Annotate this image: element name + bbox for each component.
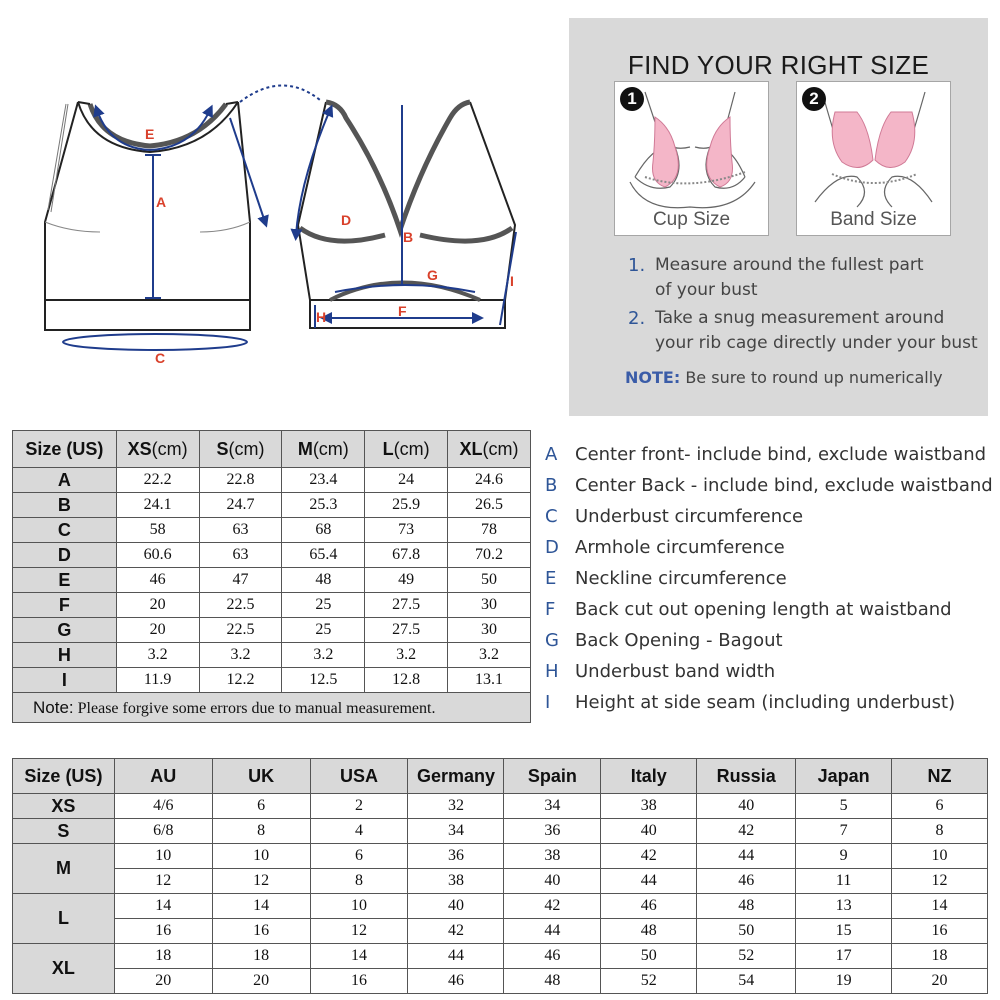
- instruction-1-line1: Measure around the fullest part: [655, 255, 924, 275]
- legend-text: Underbust circumference: [575, 506, 804, 527]
- instruction-2-line1: Take a snug measurement around: [655, 308, 945, 328]
- label-g: G: [427, 267, 438, 283]
- conversion-cell: 34: [408, 819, 504, 844]
- measurement-cell: 13.1: [448, 668, 531, 693]
- conversion-cell: 12: [892, 869, 988, 894]
- conversion-cell: 7: [796, 819, 892, 844]
- column-header-xs: XS(cm): [116, 431, 199, 468]
- measurement-cell: 24.1: [116, 493, 199, 518]
- conversion-cell: 16: [114, 919, 212, 944]
- legend-item-c: [545, 506, 803, 527]
- measurement-cell: 30: [448, 593, 531, 618]
- measurement-cell: 49: [365, 568, 448, 593]
- conversion-cell: 10: [310, 894, 408, 919]
- measurement-cell: 22.5: [199, 618, 282, 643]
- measurement-note-row: [13, 693, 531, 723]
- measurement-cell: 26.5: [448, 493, 531, 518]
- conversion-cell: 44: [504, 919, 601, 944]
- band-size-card: [796, 81, 951, 236]
- measurement-cell: 68: [282, 518, 365, 543]
- size-label-m: M: [13, 844, 115, 894]
- measurement-cell: 58: [116, 518, 199, 543]
- conversion-row: [13, 944, 988, 969]
- row-label: A: [13, 468, 117, 493]
- conversion-cell: 44: [697, 844, 796, 869]
- conversion-header-russia: Russia: [697, 759, 796, 794]
- conversion-cell: 6: [212, 794, 310, 819]
- conversion-header-usa: USA: [310, 759, 408, 794]
- measurement-cell: 12.5: [282, 668, 365, 693]
- conversion-row: [13, 819, 988, 844]
- measurement-cell: 20: [116, 593, 199, 618]
- conversion-cell: 46: [601, 894, 697, 919]
- measurement-cell: 70.2: [448, 543, 531, 568]
- measurement-cell: 30: [448, 618, 531, 643]
- conversion-cell: 14: [212, 894, 310, 919]
- measurement-row-g: [13, 618, 531, 643]
- measurement-cell: 25: [282, 618, 365, 643]
- size-label-xl: XL: [13, 944, 115, 994]
- measurement-cell: 78: [448, 518, 531, 543]
- legend-text: Back Opening - Bagout: [575, 630, 783, 651]
- conversion-cell: 2: [310, 794, 408, 819]
- label-b: B: [403, 229, 414, 245]
- legend-key: C: [545, 506, 558, 527]
- measurement-cell: 12.8: [365, 668, 448, 693]
- legend-item-f: [545, 599, 952, 620]
- measurement-cell: 24: [365, 468, 448, 493]
- conversion-cell: 15: [796, 919, 892, 944]
- conversion-cell: 8: [892, 819, 988, 844]
- conversion-row: [13, 894, 988, 919]
- conversion-cell: 6: [892, 794, 988, 819]
- conversion-header-size-us: Size (US): [13, 759, 115, 794]
- legend-text: Back cut out opening length at waistband: [575, 599, 952, 620]
- conversion-cell: 9: [796, 844, 892, 869]
- conversion-cell: 8: [310, 869, 408, 894]
- conversion-cell: 11: [796, 869, 892, 894]
- measurement-cell: 3.2: [448, 643, 531, 668]
- size-conversion-table: [12, 758, 988, 994]
- measurement-cell: 27.5: [365, 593, 448, 618]
- measurement-cell: 65.4: [282, 543, 365, 568]
- conversion-cell: 20: [114, 969, 212, 994]
- legend-text: Center front- include bind, exclude waistband: [575, 444, 987, 465]
- label-c: C: [155, 350, 166, 366]
- conversion-cell: 12: [310, 919, 408, 944]
- step-number-2: 2: [802, 87, 826, 111]
- measurement-cell: 3.2: [116, 643, 199, 668]
- measurement-cell: 20: [116, 618, 199, 643]
- conversion-row: [13, 919, 988, 944]
- conversion-cell: 40: [601, 819, 697, 844]
- conversion-header-row: [13, 759, 988, 794]
- back-view: [298, 102, 515, 328]
- label-a: A: [156, 194, 167, 210]
- conversion-cell: 13: [796, 894, 892, 919]
- instruction-2-number: 2.: [628, 308, 646, 329]
- rounding-note: [625, 368, 943, 387]
- measurement-note-label: Note:: [33, 697, 74, 717]
- conversion-cell: 20: [892, 969, 988, 994]
- measurement-cell: 11.9: [116, 668, 199, 693]
- conversion-cell: 14: [310, 944, 408, 969]
- conversion-cell: 50: [697, 919, 796, 944]
- conversion-cell: 18: [114, 944, 212, 969]
- conversion-cell: 34: [504, 794, 601, 819]
- conversion-cell: 18: [212, 944, 310, 969]
- conversion-cell: 52: [601, 969, 697, 994]
- measurement-row-b: [13, 493, 531, 518]
- conversion-cell: 46: [504, 944, 601, 969]
- panel-title: FIND YOUR RIGHT SIZE: [627, 50, 930, 80]
- cup-size-label: Cup Size: [652, 209, 731, 230]
- conversion-header-nz: NZ: [892, 759, 988, 794]
- bra-measurement-illustration: [0, 0, 560, 400]
- conversion-cell: 6: [310, 844, 408, 869]
- conversion-cell: 40: [504, 869, 601, 894]
- conversion-cell: 17: [796, 944, 892, 969]
- legend-text: Neckline circumference: [575, 568, 787, 589]
- label-e: E: [145, 126, 155, 142]
- conversion-cell: 40: [408, 894, 504, 919]
- instruction-1: [628, 253, 924, 303]
- conversion-cell: 10: [114, 844, 212, 869]
- step-number-1: 1: [620, 87, 644, 111]
- measurement-cell: 25.3: [282, 493, 365, 518]
- legend-key: I: [545, 692, 551, 713]
- legend-item-e: [545, 568, 787, 589]
- legend-item-h: [545, 661, 775, 682]
- measurement-cell: 22.2: [116, 468, 199, 493]
- band-size-label: Band Size: [830, 209, 917, 230]
- legend-item-b: [545, 475, 993, 496]
- conversion-row: [13, 869, 988, 894]
- conversion-cell: 19: [796, 969, 892, 994]
- measurement-cell: 60.6: [116, 543, 199, 568]
- conversion-cell: 48: [504, 969, 601, 994]
- conversion-row: [13, 794, 988, 819]
- conversion-cell: 36: [408, 844, 504, 869]
- legend-item-i: [545, 692, 955, 713]
- measurement-cell: 27.5: [365, 618, 448, 643]
- conversion-cell: 46: [408, 969, 504, 994]
- measurement-cell: 46: [116, 568, 199, 593]
- conversion-cell: 40: [697, 794, 796, 819]
- conversion-cell: 16: [310, 969, 408, 994]
- measurement-cell: 63: [199, 543, 282, 568]
- measurement-note: [13, 693, 531, 723]
- row-label: D: [13, 543, 117, 568]
- conversion-cell: 48: [697, 894, 796, 919]
- legend-key: E: [545, 568, 557, 589]
- row-label: G: [13, 618, 117, 643]
- conversion-cell: 12: [212, 869, 310, 894]
- measurement-cell: 3.2: [199, 643, 282, 668]
- row-label: E: [13, 568, 117, 593]
- row-label: C: [13, 518, 117, 543]
- measurement-cell: 67.8: [365, 543, 448, 568]
- measurement-row-c: [13, 518, 531, 543]
- conversion-cell: 46: [697, 869, 796, 894]
- measurement-cell: 22.8: [199, 468, 282, 493]
- legend-key: G: [545, 630, 559, 651]
- measurement-cell: 23.4: [282, 468, 365, 493]
- measurement-row-d: [13, 543, 531, 568]
- legend-key: D: [545, 537, 559, 558]
- conversion-cell: 12: [114, 869, 212, 894]
- conversion-row: [13, 844, 988, 869]
- conversion-row: [13, 969, 988, 994]
- legend-text: Height at side seam (including underbust): [575, 692, 956, 713]
- row-label: F: [13, 593, 117, 618]
- measurement-cell: 63: [199, 518, 282, 543]
- legend-text: Underbust band width: [575, 661, 776, 682]
- conversion-cell: 42: [504, 894, 601, 919]
- conversion-cell: 4/6: [114, 794, 212, 819]
- row-label: I: [13, 668, 117, 693]
- conversion-cell: 50: [601, 944, 697, 969]
- conversion-cell: 14: [892, 894, 988, 919]
- conversion-cell: 38: [504, 844, 601, 869]
- conversion-cell: 32: [408, 794, 504, 819]
- conversion-cell: 5: [796, 794, 892, 819]
- legend-item-g: [545, 630, 783, 651]
- conversion-cell: 8: [212, 819, 310, 844]
- measurement-row-i: [13, 668, 531, 693]
- conversion-cell: 18: [892, 944, 988, 969]
- legend-key: A: [545, 444, 558, 465]
- conversion-header-spain: Spain: [504, 759, 601, 794]
- instruction-2-line2: your rib cage directly under your bust: [655, 333, 978, 353]
- conversion-cell: 38: [408, 869, 504, 894]
- conversion-cell: 42: [697, 819, 796, 844]
- conversion-cell: 42: [408, 919, 504, 944]
- conversion-cell: 52: [697, 944, 796, 969]
- legend-item-a: [545, 444, 986, 465]
- column-header-xl: XL(cm): [448, 431, 531, 468]
- legend-key: F: [545, 599, 556, 620]
- measurement-note-text: Please forgive some errors due to manual measurement.: [73, 699, 436, 717]
- instruction-1-line2: of your bust: [655, 280, 758, 300]
- label-f: F: [398, 303, 407, 319]
- measurement-cell: 22.5: [199, 593, 282, 618]
- conversion-header-japan: Japan: [796, 759, 892, 794]
- instruction-1-number: 1.: [628, 255, 646, 276]
- conversion-cell: 10: [212, 844, 310, 869]
- conversion-header-italy: Italy: [601, 759, 697, 794]
- legend-item-d: [545, 537, 785, 558]
- measurement-cell: 47: [199, 568, 282, 593]
- measurement-cell: 25.9: [365, 493, 448, 518]
- column-header-s: S(cm): [199, 431, 282, 468]
- measurement-row-a: [13, 468, 531, 493]
- measurement-row-e: [13, 568, 531, 593]
- size-label-s: S: [13, 819, 115, 844]
- rounding-note-text: Be sure to round up numerically: [680, 368, 943, 387]
- column-header-m: M(cm): [282, 431, 365, 468]
- column-header-l: L(cm): [365, 431, 448, 468]
- legend-key: H: [545, 661, 559, 682]
- conversion-header-au: AU: [114, 759, 212, 794]
- conversion-cell: 48: [601, 919, 697, 944]
- cup-size-card: [614, 81, 769, 236]
- conversion-cell: 16: [892, 919, 988, 944]
- measurement-cell: 24.6: [448, 468, 531, 493]
- row-label: B: [13, 493, 117, 518]
- legend-text: Center Back - include bind, exclude waistband: [575, 475, 993, 496]
- conversion-cell: 38: [601, 794, 697, 819]
- measurement-table: [12, 430, 531, 723]
- conversion-cell: 54: [697, 969, 796, 994]
- measurement-cell: 25: [282, 593, 365, 618]
- conversion-header-germany: Germany: [408, 759, 504, 794]
- find-size-panel: [569, 18, 988, 416]
- label-i: I: [510, 273, 514, 289]
- measurement-cell: 50: [448, 568, 531, 593]
- conversion-cell: 44: [408, 944, 504, 969]
- row-label: H: [13, 643, 117, 668]
- conversion-cell: 36: [504, 819, 601, 844]
- measurement-cell: 48: [282, 568, 365, 593]
- measurement-row-f: [13, 593, 531, 618]
- label-h: H: [316, 309, 327, 325]
- legend-text: Armhole circumference: [575, 537, 785, 558]
- conversion-cell: 44: [601, 869, 697, 894]
- conversion-cell: 6/8: [114, 819, 212, 844]
- rounding-note-label: NOTE:: [625, 368, 681, 387]
- conversion-header-uk: UK: [212, 759, 310, 794]
- conversion-cell: 14: [114, 894, 212, 919]
- label-d: D: [341, 212, 352, 228]
- size-label-l: L: [13, 894, 115, 944]
- measurement-cell: 3.2: [282, 643, 365, 668]
- measurement-cell: 3.2: [365, 643, 448, 668]
- measurement-corner-header: Size (US): [13, 431, 117, 468]
- conversion-cell: 42: [601, 844, 697, 869]
- legend-key: B: [545, 475, 558, 496]
- size-label-xs: XS: [13, 794, 115, 819]
- measurement-header-row: [13, 431, 531, 468]
- conversion-cell: 4: [310, 819, 408, 844]
- measurement-cell: 73: [365, 518, 448, 543]
- conversion-cell: 10: [892, 844, 988, 869]
- conversion-cell: 16: [212, 919, 310, 944]
- measurement-cell: 24.7: [199, 493, 282, 518]
- measurement-cell: 12.2: [199, 668, 282, 693]
- instruction-2: [628, 306, 978, 356]
- conversion-cell: 20: [212, 969, 310, 994]
- measurement-row-h: [13, 643, 531, 668]
- garment-diagram: [0, 0, 560, 400]
